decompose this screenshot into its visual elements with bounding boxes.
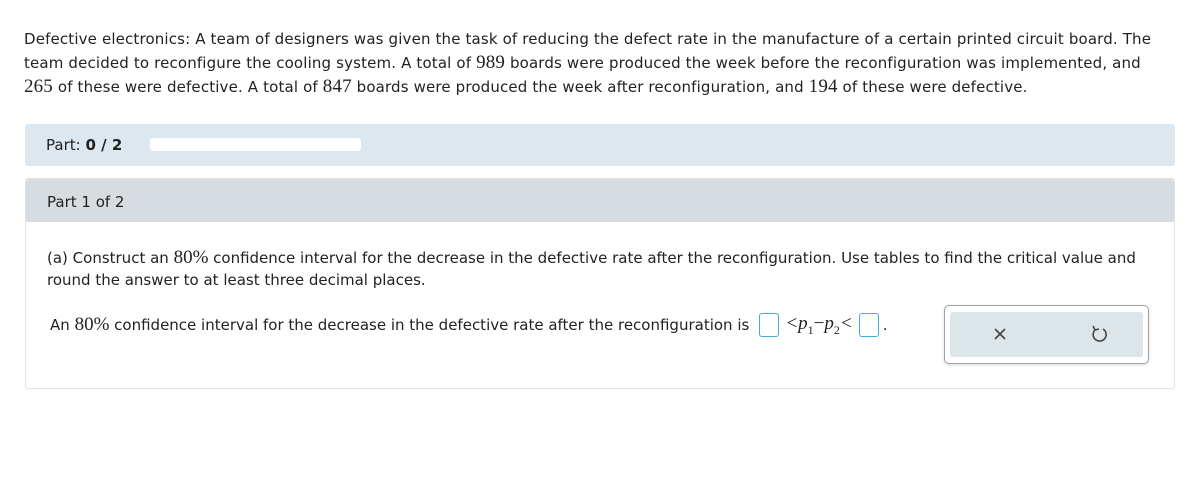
problem-text: Defective electronics: A team of designers was given the task of reducing the defect rate in the manufacture of a certain printed circuit board. The team decided to reconfigure the cooling system. A total of — [24, 30, 1152, 72]
problem-text: of these were defective. A total of — [52, 78, 323, 96]
answer-line — [50, 310, 887, 340]
problem-statement — [24, 27, 1174, 99]
p1-subscript: 1 — [807, 322, 814, 337]
boards-before-count: 989 — [476, 52, 506, 73]
clear-button[interactable] — [988, 322, 1012, 346]
part-header-label: Part 1 of 2 — [47, 193, 125, 211]
minus-sign: − — [813, 312, 825, 334]
p2-symbol: p — [824, 312, 834, 334]
p2-subscript: 2 — [833, 322, 840, 337]
part-separator: / — [95, 136, 112, 154]
toolbar-inner — [950, 312, 1143, 357]
question-text — [47, 247, 1137, 291]
answer-confidence-level: 80% — [74, 314, 110, 335]
confidence-level: 80% — [173, 247, 209, 268]
less-than-sign: < — [839, 312, 853, 334]
answer-text: confidence interval for the decrease in the defective rate after the reconfiguration is — [114, 316, 750, 334]
defective-before-count: 265 — [24, 76, 53, 97]
part-card — [25, 178, 1175, 389]
less-than-sign: < — [785, 312, 799, 334]
defective-after-count: 194 — [808, 76, 838, 97]
upper-bound-input[interactable] — [859, 313, 879, 337]
answer-toolbar — [944, 305, 1149, 364]
inequality-expression — [785, 313, 852, 338]
part-label: Part: — [46, 136, 86, 154]
period: . — [882, 316, 888, 334]
part-current: 0 — [85, 136, 96, 154]
undo-icon — [1087, 322, 1111, 346]
part-progress-bar — [25, 124, 1175, 166]
p1-symbol: p — [798, 312, 808, 334]
part-total: 2 — [111, 136, 123, 154]
boards-after-count: 847 — [322, 76, 352, 97]
part-header — [26, 179, 1174, 222]
lower-bound-input[interactable] — [759, 313, 779, 337]
question-text-span: (a) Construct an — [47, 249, 174, 267]
question-text-span: confidence interval for the decrease in the defective rate after the reconfiguration. Use tables to find the critical value and round the answer to at least three decimal places. — [47, 249, 1136, 289]
problem-text: boards were produced the week after reconfiguration, and — [351, 78, 809, 96]
progress-track — [150, 138, 361, 151]
close-icon — [988, 322, 1012, 346]
problem-text: of these were defective. — [837, 78, 1028, 96]
undo-button[interactable] — [1087, 322, 1111, 346]
answer-text: An — [50, 316, 70, 334]
problem-text: boards were produced the week before the reconfiguration was implemented, and — [505, 54, 1141, 72]
part-progress-label — [46, 136, 122, 154]
